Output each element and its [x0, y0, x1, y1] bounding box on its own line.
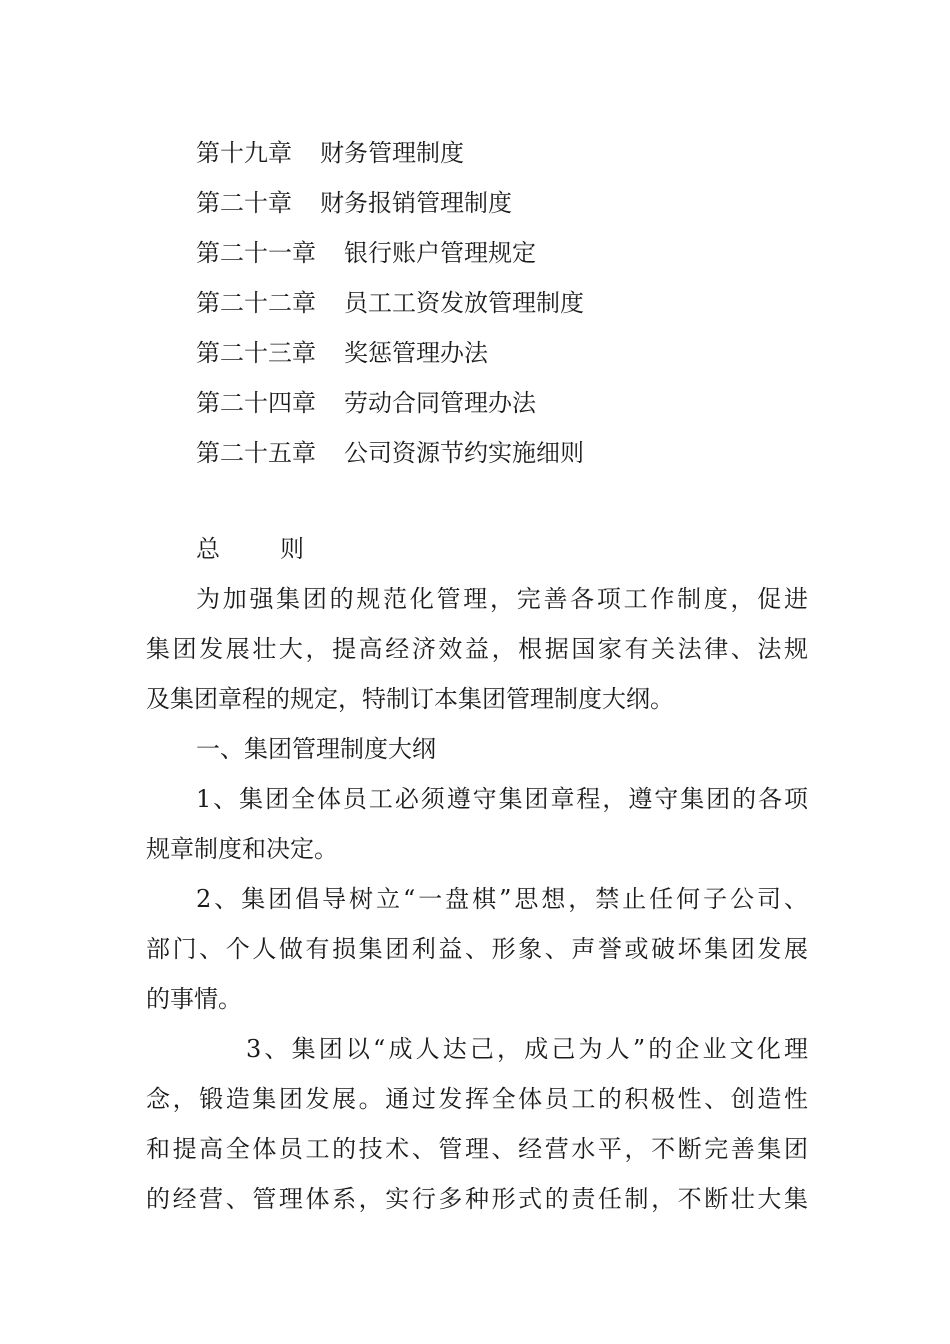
toc-entry — [196, 228, 816, 278]
paragraph-line: 和提高全体员工的技术、管理、经营水平，不断完善集团 — [146, 1135, 808, 1163]
toc-chapter-number: 第十九章 — [196, 139, 292, 167]
toc-chapter-title: 财务管理制度 — [320, 139, 464, 167]
paragraph-line: 2、集团倡导树立“一盘棋”思想，禁止任何子公司、 — [196, 885, 808, 913]
toc-chapter-number: 第二十章 — [196, 189, 292, 217]
paragraph-line: 规章制度和决定。 — [146, 835, 338, 863]
toc-chapter-number: 第二十三章 — [196, 339, 316, 367]
toc-chapter-title: 奖惩管理办法 — [344, 339, 488, 367]
toc-entry — [196, 178, 816, 228]
toc-chapter-number: 第二十四章 — [196, 389, 316, 417]
paragraph-line: 的经营、管理体系，实行多种形式的责任制，不断壮大集 — [146, 1185, 808, 1213]
paragraph-line: 念，锻造集团发展。通过发挥全体员工的积极性、创造性 — [146, 1085, 808, 1113]
toc-entry — [196, 328, 816, 378]
subsection-title: 一、集团管理制度大纲 — [196, 735, 436, 763]
paragraph-line: 及集团章程的规定，特制订本集团管理制度大纲。 — [146, 685, 674, 713]
general-provisions-section — [146, 524, 808, 1224]
toc-chapter-title: 银行账户管理规定 — [344, 239, 536, 267]
paragraph-line: 3、集团以“成人达己，成己为人”的企业文化理 — [246, 1035, 808, 1063]
toc-chapter-number: 第二十二章 — [196, 289, 316, 317]
toc-chapter-title: 员工工资发放管理制度 — [344, 289, 584, 317]
paragraph-line: 1、集团全体员工必须遵守集团章程，遵守集团的各项 — [196, 785, 808, 813]
heading-char: 则 — [280, 535, 304, 563]
toc-entry — [196, 428, 816, 478]
toc-entry — [196, 128, 816, 178]
toc-entry — [196, 278, 816, 328]
toc-chapter-title: 公司资源节约实施细则 — [344, 439, 584, 467]
section-heading — [146, 524, 808, 574]
toc-entry — [196, 378, 816, 428]
heading-char: 总 — [196, 535, 220, 563]
table-of-contents — [196, 128, 816, 478]
paragraph-line: 部门、个人做有损集团利益、形象、声誉或破坏集团发展 — [146, 935, 808, 963]
toc-chapter-number: 第二十一章 — [196, 239, 316, 267]
paragraph-line: 为加强集团的规范化管理，完善各项工作制度，促进 — [196, 585, 808, 613]
toc-chapter-title: 财务报销管理制度 — [320, 189, 512, 217]
toc-chapter-title: 劳动合同管理办法 — [344, 389, 536, 417]
toc-chapter-number: 第二十五章 — [196, 439, 316, 467]
paragraph-line: 的事情。 — [146, 985, 242, 1013]
paragraph-line: 集团发展壮大，提高经济效益，根据国家有关法律、法规 — [146, 635, 808, 663]
